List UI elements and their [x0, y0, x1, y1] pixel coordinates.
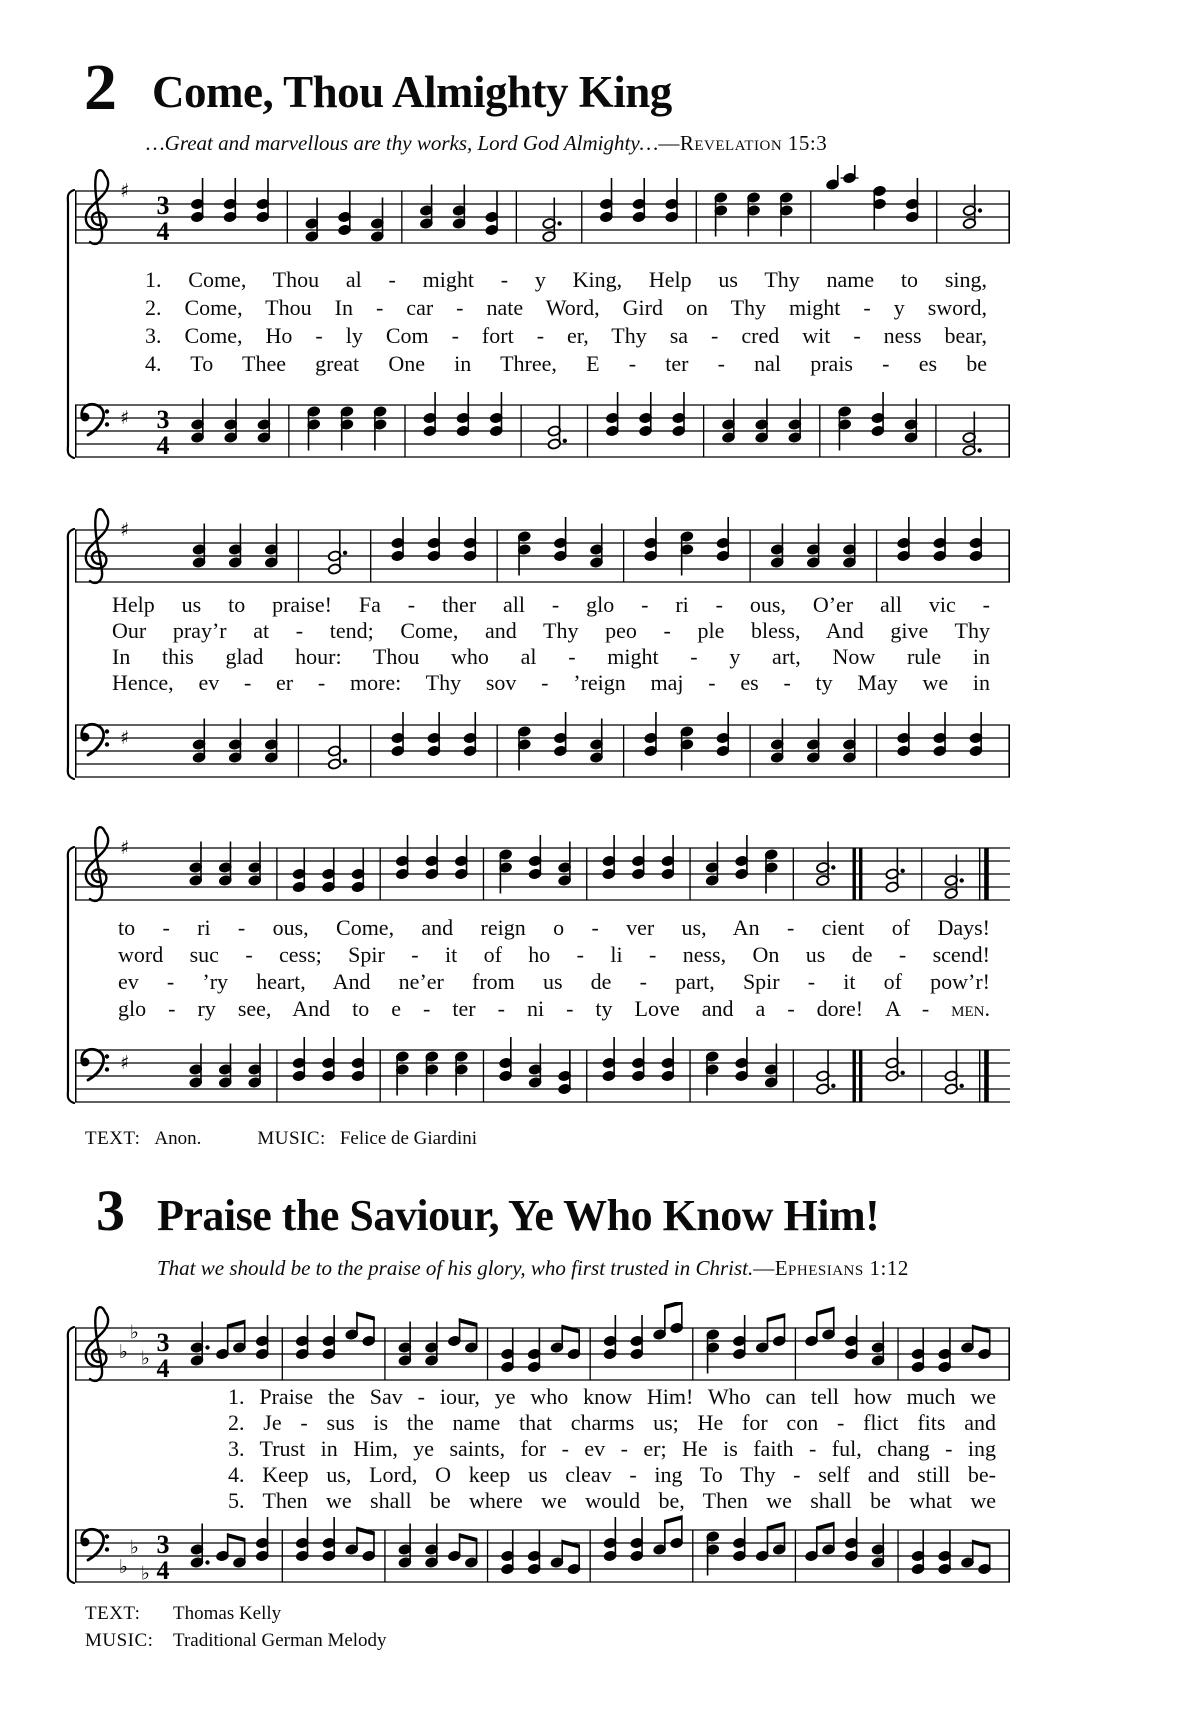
hymn2-title: Come, Thou Almighty King	[152, 67, 672, 117]
lyric-line: ev - ’ry heart, And ne’er from us de - part, Spir - it of pow’r!	[118, 969, 990, 994]
amen-text: A - men.	[885, 996, 990, 1021]
svg-text:♭: ♭	[130, 1536, 139, 1559]
staff-notation	[75, 1037, 1010, 1102]
lyric-line: Hence, ev - er - more: Thy sov - ’reign maj - es - ty May we in	[112, 670, 990, 695]
brace-curve	[68, 190, 74, 458]
key-signature	[119, 1537, 150, 1585]
key-signature	[120, 407, 129, 429]
hymn3-number: 3	[96, 1178, 125, 1243]
lyrics-block	[228, 1384, 996, 1514]
lyric-line: 2. Come, Thou In - car - nate Word, Gird on Thy might - y sword,	[145, 295, 987, 320]
hymn3-epigraph	[157, 1256, 909, 1281]
left-barline	[75, 1530, 77, 1582]
lyric-line: 3. Come, Ho - ly Com - fort - er, Thy sa - cred wit - ness bear,	[145, 323, 987, 348]
lyric-line: Our pray’r at - tend; Come, and Thy peo - ple bless, And give Thy	[112, 618, 990, 643]
staff-notation	[75, 1515, 1010, 1585]
key-signature	[120, 837, 129, 859]
text-credit-label: TEXT:	[85, 1603, 141, 1624]
key-signature	[120, 727, 129, 749]
time-signature	[157, 191, 170, 246]
epigraph-text: …Great and marvellous are thy works, Lord God Almighty…	[146, 131, 659, 155]
music-credit-label: MUSIC:	[257, 1128, 326, 1149]
notes	[189, 835, 989, 900]
text-credit-value: Thomas Kelly	[173, 1603, 282, 1624]
hymn3-title: Praise the Saviour, Ye Who Know Him!	[157, 1191, 880, 1240]
notes	[190, 1515, 991, 1582]
lyric-line: 4. To Thee great One in Three, E - ter - nal prais - es be	[145, 351, 987, 376]
notes	[192, 712, 983, 777]
music-credit-label: MUSIC:	[85, 1630, 154, 1651]
svg-text:♭: ♭	[119, 1556, 128, 1578]
svg-text:4: 4	[156, 217, 170, 246]
svg-text:♯: ♯	[120, 1052, 130, 1074]
staff-notation	[75, 509, 1010, 583]
key-signature	[119, 1322, 150, 1370]
bass-staff	[75, 1504, 1010, 1592]
key-signature	[120, 180, 129, 202]
treble-staff	[75, 1302, 1010, 1390]
svg-text:4: 4	[156, 431, 170, 460]
right-barline	[1008, 530, 1010, 582]
time-signature	[157, 1530, 170, 1585]
lyrics-block	[145, 266, 987, 378]
staff-notation	[75, 165, 1010, 246]
notes	[189, 1037, 989, 1102]
lyric-line	[118, 995, 990, 1022]
svg-text:3: 3	[156, 191, 170, 220]
lyric-line: 1. Praise the Sav - iour, ye who know Him! Who can tell how much we	[228, 1384, 996, 1409]
hymn2-epigraph	[146, 131, 827, 156]
lyric-line: Help us to praise! Fa - ther all - glo - ri - ous, O’er all vic -	[112, 592, 990, 617]
left-barline	[75, 725, 77, 777]
hymn2-number: 2	[84, 51, 117, 124]
lyric-line: 3. Trust in Him, ye saints, for - ev - er; He is faith - ful, chang - ing	[228, 1436, 996, 1461]
treble-staff	[75, 822, 1010, 910]
hymn3-credits	[85, 1600, 387, 1654]
staff-notation	[75, 392, 1010, 460]
svg-text:♭: ♭	[130, 1321, 139, 1344]
right-barline	[1008, 405, 1010, 457]
lyric-line: 5. Then we shall be where we would be, Then we shall be what we	[228, 1488, 996, 1513]
key-signature	[120, 519, 129, 541]
svg-text:3: 3	[156, 1328, 170, 1357]
lyric-line: 4. Keep us, Lord, O keep us cleav - ing To Thy - self and still be-	[228, 1462, 996, 1487]
left-barline	[75, 848, 77, 900]
svg-text:♯: ♯	[120, 837, 130, 859]
left-barline	[75, 191, 77, 243]
lyric-line: In this glad hour: Thou who al - might - y art, Now rule in	[112, 644, 990, 669]
lyrics-block	[118, 914, 990, 1022]
staff-notation	[75, 827, 1010, 901]
music-credit-value: Traditional German Melody	[173, 1630, 387, 1651]
time-signature	[157, 1328, 170, 1383]
lyric-line: word suc - cess; Spir - it of ho - li - ness, On us de - scend!	[118, 942, 990, 967]
right-barline	[1008, 725, 1010, 777]
bass-clef-icon	[81, 404, 110, 435]
text-credit-value: Anon.	[154, 1128, 202, 1149]
staff-notation	[75, 1302, 1010, 1383]
hymn2-credits	[85, 1128, 477, 1150]
treble-staff	[75, 504, 1010, 592]
svg-text:♭: ♭	[141, 1562, 150, 1585]
epigraph-reference: —Revelation 15:3	[658, 131, 828, 155]
bass-staff	[75, 379, 1010, 467]
treble-clef-icon	[86, 170, 108, 244]
lyric-line: to - ri - ous, Come, and reign o - ver us, An - cient of Days!	[118, 915, 990, 940]
bass-clef-icon	[81, 1529, 110, 1560]
brace-curve	[68, 1327, 74, 1583]
treble-clef-icon	[86, 509, 108, 583]
treble-clef-icon	[86, 1307, 108, 1381]
bass-clef-icon	[81, 724, 110, 755]
brace-curve	[68, 847, 74, 1103]
bass-clef-icon	[81, 1049, 110, 1080]
svg-text:♭: ♭	[141, 1347, 150, 1370]
svg-text:♯: ♯	[120, 180, 130, 202]
svg-text:♭: ♭	[119, 1341, 128, 1363]
epigraph-text: That we should be to the praise of his glory, who first trusted in Christ.	[157, 1256, 754, 1280]
svg-text:♯: ♯	[120, 407, 130, 429]
treble-clef-icon	[86, 827, 108, 901]
right-barline	[1008, 1530, 1010, 1582]
epigraph-reference: —Ephesians 1:12	[753, 1256, 909, 1280]
left-barline	[75, 1050, 77, 1102]
treble-staff	[75, 165, 1010, 253]
music-credit-value: Felice de Giardini	[339, 1128, 478, 1149]
left-barline	[75, 530, 77, 582]
svg-text:4: 4	[156, 1354, 170, 1383]
svg-text:♯: ♯	[120, 727, 130, 749]
music-credit-row	[85, 1627, 387, 1654]
lyric-line: 2. Je - sus is the name that charms us; He for con - flict fits and	[228, 1410, 996, 1435]
staff-notation	[75, 712, 1010, 777]
left-barline	[75, 1328, 77, 1380]
left-barline	[75, 405, 77, 457]
lyric-line: 1. Come, Thou al - might - y King, Help us Thy name to sing,	[145, 267, 987, 292]
time-signature	[157, 405, 170, 460]
svg-text:4: 4	[156, 1556, 170, 1585]
lyric-text: glo - ry see, And to e - ter - ni - ty Love and a - dore!	[118, 996, 864, 1021]
key-signature	[120, 1052, 129, 1074]
right-barline	[1008, 1328, 1010, 1380]
lyrics-block	[112, 592, 990, 696]
notes	[191, 392, 982, 457]
brace-curve	[68, 529, 74, 779]
notes	[192, 517, 983, 582]
svg-text:♯: ♯	[120, 519, 130, 541]
right-barline	[1008, 191, 1010, 243]
bass-staff	[75, 699, 1010, 787]
bass-staff	[75, 1024, 1010, 1112]
svg-text:3: 3	[156, 405, 170, 434]
text-credit-label: TEXT:	[85, 1128, 141, 1149]
text-credit-row	[85, 1600, 387, 1627]
svg-text:3: 3	[156, 1530, 170, 1559]
